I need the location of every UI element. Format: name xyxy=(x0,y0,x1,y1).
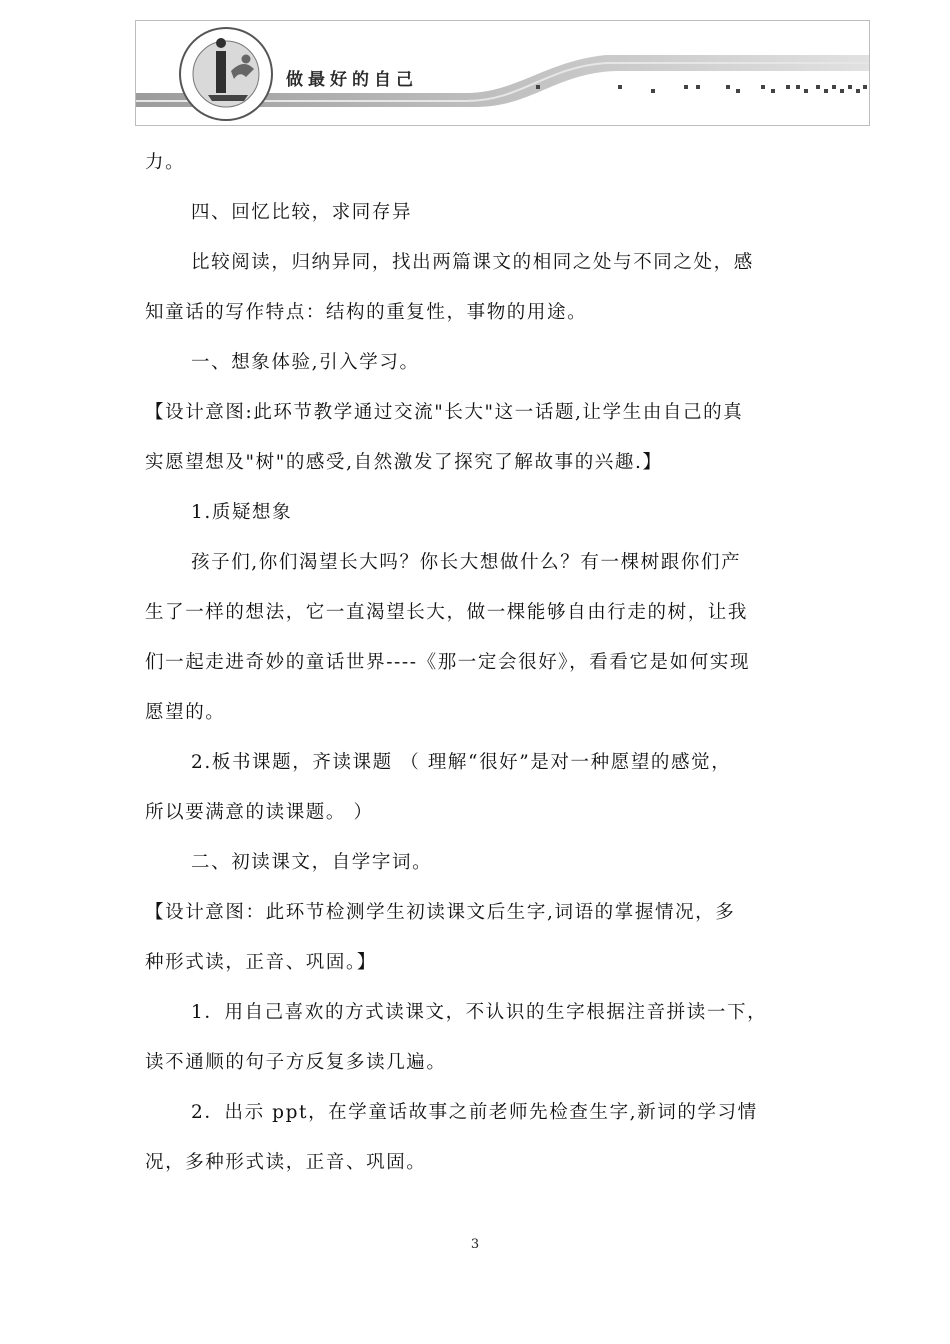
page-header xyxy=(135,20,870,126)
paragraph-line: 二、初读课文，自学字词。 xyxy=(191,852,433,873)
header-banner-graphic xyxy=(136,21,870,126)
paragraph-line: 生了一样的想法，它一直渴望长大，做一棵能够自由行走的树，让我 xyxy=(145,602,749,623)
paragraph-line: 四、回忆比较，求同存异 xyxy=(191,202,413,223)
paragraph-line: 况，多种形式读，正音、巩固。 xyxy=(145,1152,427,1173)
paragraph-line: 愿望的。 xyxy=(145,702,226,723)
paragraph-line: 2．出示 ppt，在学童话故事之前老师先检查生字,新词的学习情 xyxy=(191,1102,758,1123)
document-body xyxy=(145,138,810,1188)
paragraph-line: 1.质疑想象 xyxy=(191,502,293,523)
paragraph-line: 孩子们,你们渴望长大吗？你长大想做什么？有一棵树跟你们产 xyxy=(191,552,742,573)
school-logo xyxy=(180,28,272,120)
paragraph-line: 知童话的写作特点：结构的重复性，事物的用途。 xyxy=(145,302,588,323)
paragraph-line: 实愿望想及"树"的感受,自然激发了探究了解故事的兴趣.】 xyxy=(145,452,663,473)
paragraph-line: 读不通顺的句子方反复多读几遍。 xyxy=(145,1052,447,1073)
paragraph-line: 力。 xyxy=(145,152,186,173)
paragraph-line: 种形式读，正音、巩固。】 xyxy=(145,952,377,973)
paragraph-line: 【设计意图:此环节教学通过交流"长大"这一话题,让学生由自己的真 xyxy=(145,402,744,423)
paragraph-line: 比较阅读，归纳异同，找出两篇课文的相同之处与不同之处，感 xyxy=(191,252,754,273)
header-slogan: 做最好的自己 xyxy=(286,70,418,90)
paragraph-line: 所以要满意的读课题。 ） xyxy=(145,802,374,823)
paragraph-line: 一、想象体验,引入学习。 xyxy=(191,352,420,373)
paragraph-line: 【设计意图：此环节检测学生初读课文后生字,词语的掌握情况，多 xyxy=(145,902,736,923)
page-number: 3 xyxy=(470,1237,480,1252)
paragraph-line: 们一起走进奇妙的童话世界----《那一定会很好》，看看它是如何实现 xyxy=(145,652,751,673)
paragraph-line: 2.板书课题，齐读课题 （ 理解“很好”是对一种愿望的感觉， xyxy=(191,752,732,773)
paragraph-line: 1．用自己喜欢的方式读课文，不认识的生字根据注音拼读一下， xyxy=(191,1002,768,1023)
